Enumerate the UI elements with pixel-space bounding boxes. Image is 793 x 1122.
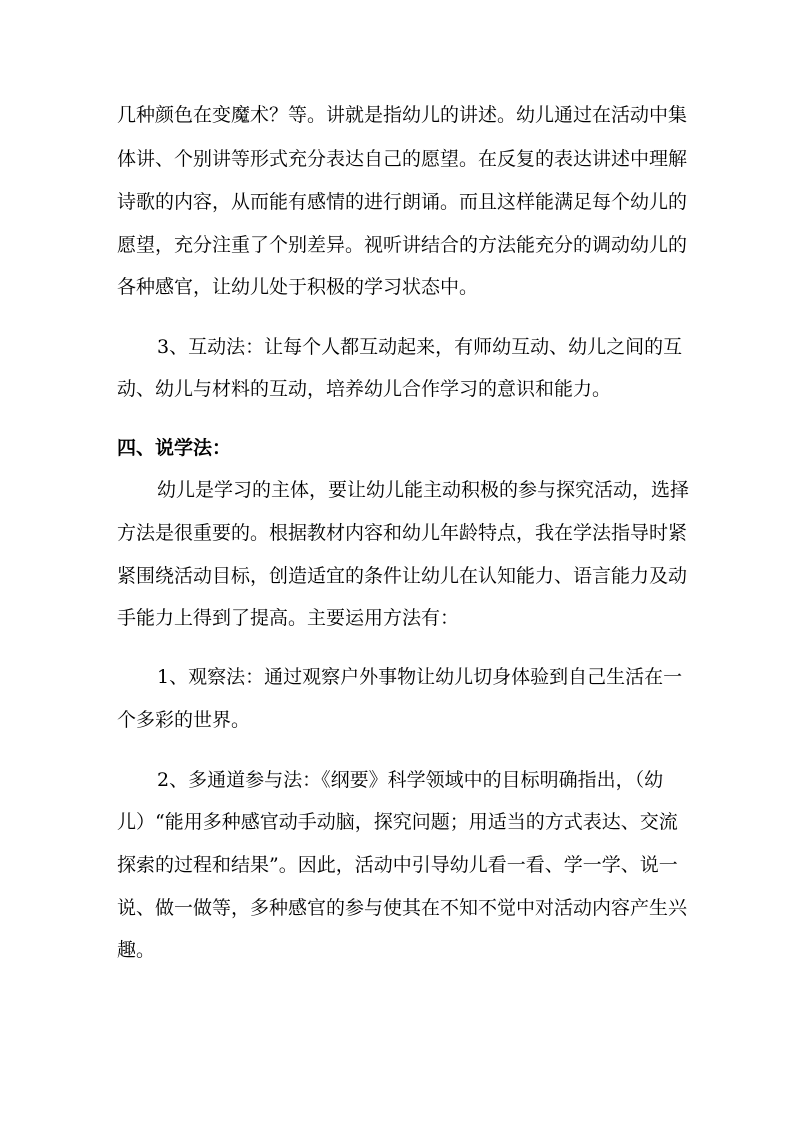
paragraph-line: 2、多通道参与法：《纲要》科学领域中的目标明确指出，（幼 <box>157 769 664 791</box>
paragraph-line: 趣。 <box>117 939 156 961</box>
paragraph-line: 幼儿是学习的主体，要让幼儿能主动积极的参与探究活动，选择 <box>157 479 690 501</box>
paragraph-line: 几种颜色在变魔术？等。讲就是指幼儿的讲述。幼儿通过在活动中集 <box>117 104 688 126</box>
paragraph-line: 体讲、个别讲等形式充分表达自己的愿望。在反复的表达讲述中理解 <box>117 148 688 170</box>
paragraph-line: 说、做一做等，多种感官的参与使其在不知不觉中对活动内容产生兴 <box>117 897 688 919</box>
paragraph-line: 3、互动法：让每个人都互动起来，有师幼互动、幼儿之间的互 <box>157 336 683 358</box>
paragraph-line: 个多彩的世界。 <box>117 709 251 731</box>
paragraph-line: 各种感官，让幼儿处于积极的学习状态中。 <box>117 276 479 298</box>
paragraph-line: 愿望，充分注重了个别差异。视听讲结合的方法能充分的调动幼儿的 <box>117 234 688 256</box>
paragraph-line: 紧围绕活动目标，创造适宜的条件让幼儿在认知能力、语言能力及动 <box>117 565 688 587</box>
paragraph-line: 探索的过程和结果”。因此，活动中引导幼儿看一看、学一学、说一 <box>117 854 678 876</box>
paragraph-line: 儿）“能用多种感官动手动脑，探究问题；用适当的方式表达、交流 <box>117 811 678 833</box>
paragraph-line: 1、观察法：通过观察户外事物让幼儿切身体验到自己生活在一 <box>157 666 683 688</box>
paragraph-line: 手能力上得到了提高。主要运用方法有： <box>117 607 460 629</box>
paragraph-line: 诗歌的内容，从而能有感情的进行朗诵。而且这样能满足每个幼儿的 <box>117 191 688 213</box>
paragraph-line: 动、幼儿与材料的互动，培养幼儿合作学习的意识和能力。 <box>117 378 612 400</box>
section-heading: 四、说学法： <box>117 437 232 459</box>
paragraph-line: 方法是很重要的。根据教材内容和幼儿年龄特点，我在学法指导时紧 <box>117 522 688 544</box>
